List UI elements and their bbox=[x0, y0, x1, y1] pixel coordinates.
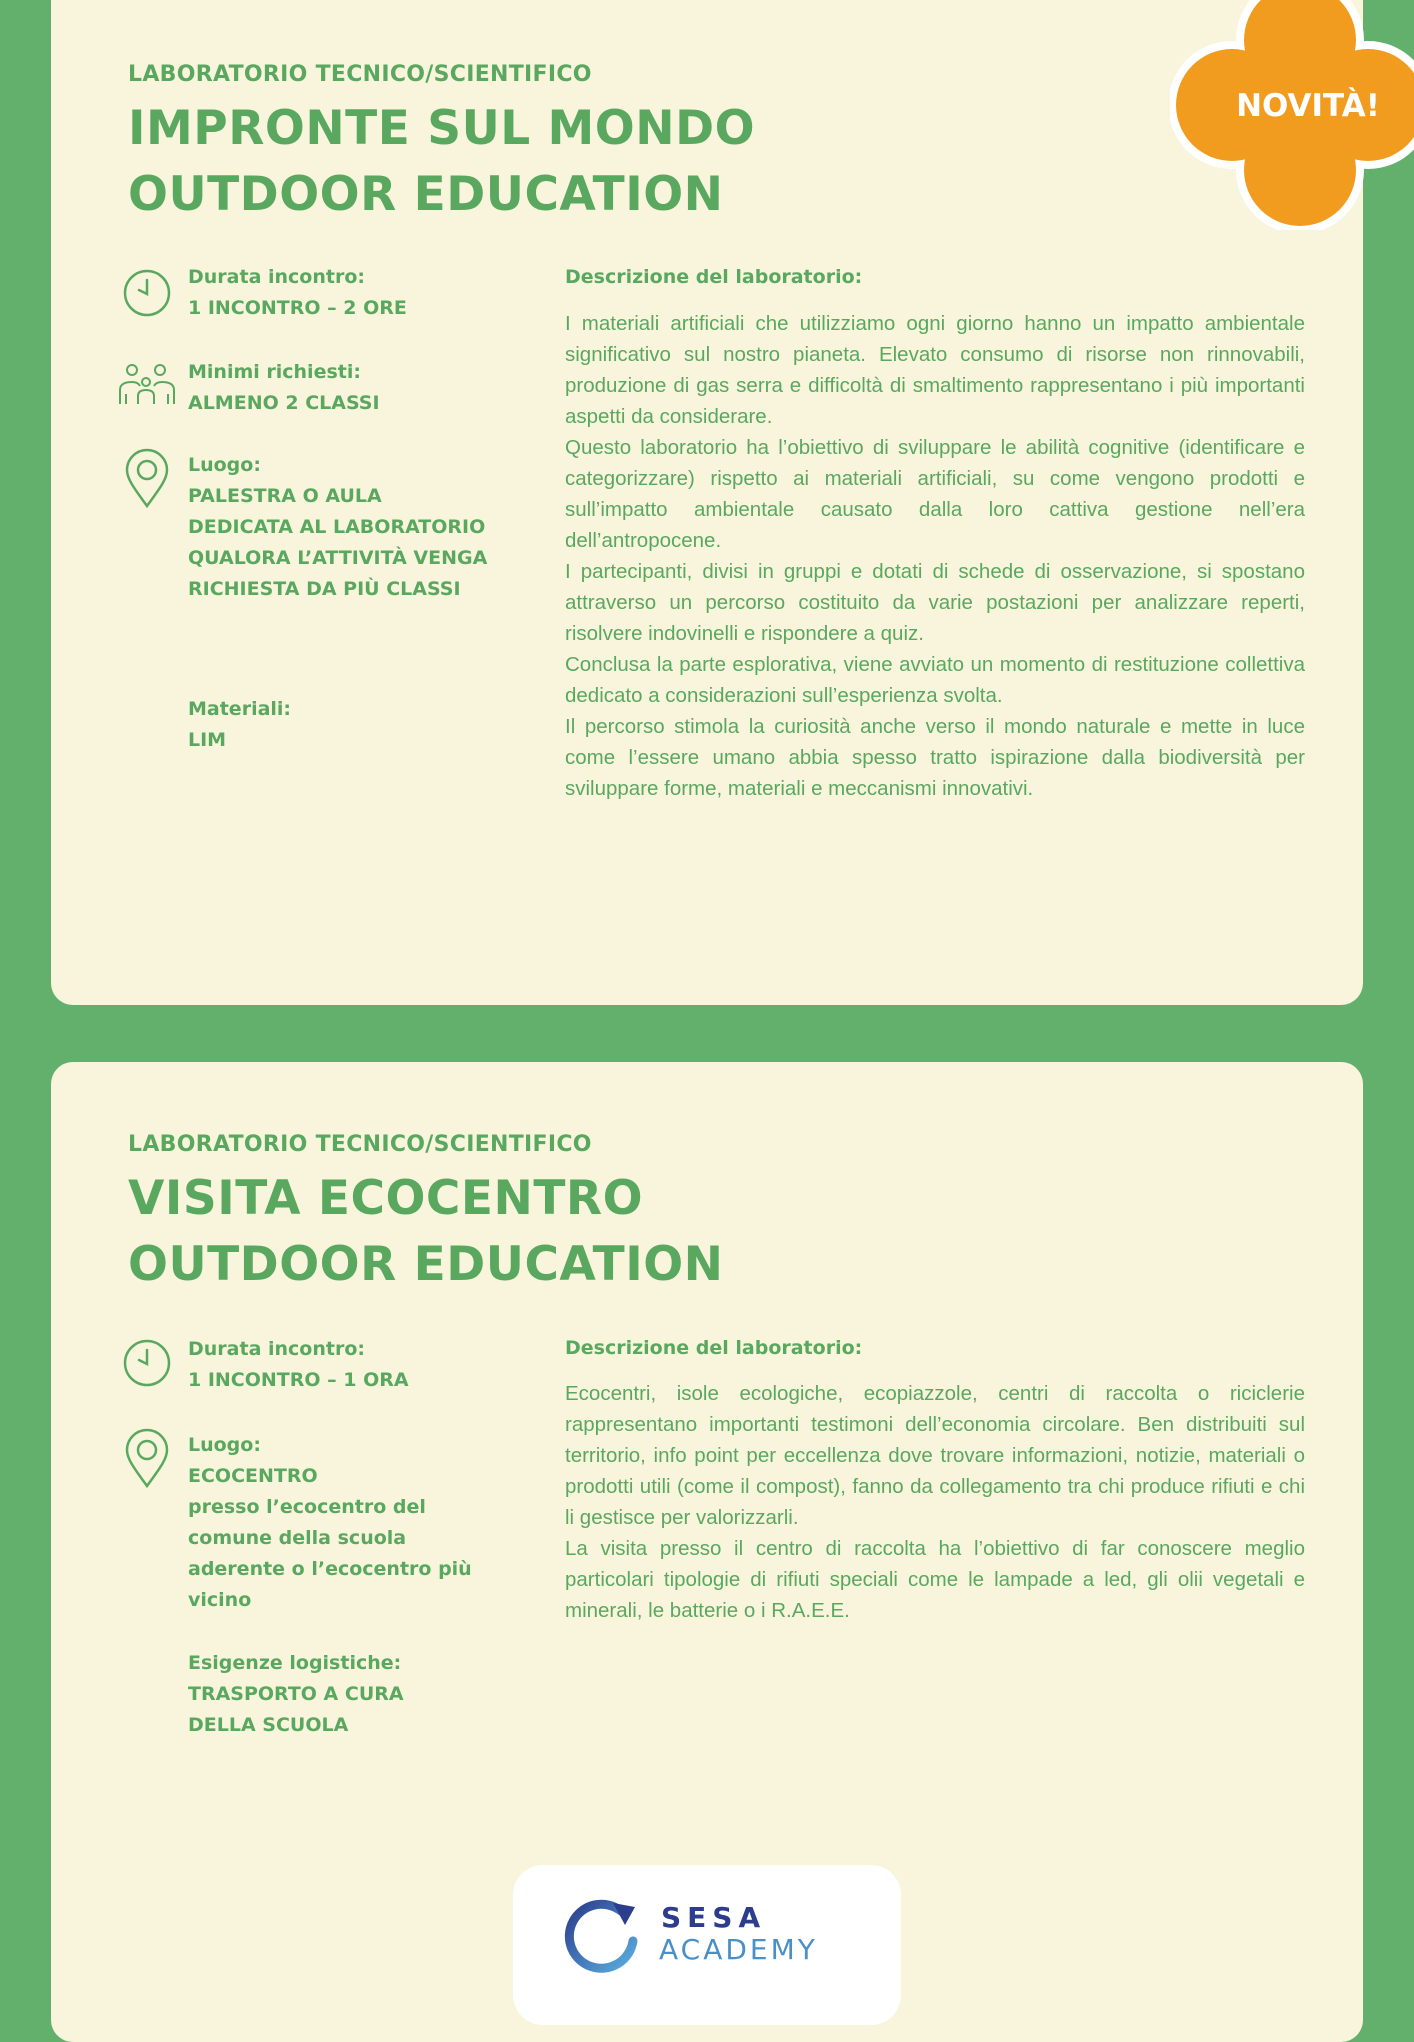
lab1-description bbox=[565, 308, 1305, 804]
lab1-kicker: LABORATORIO TECNICO/SCIENTIFICO bbox=[128, 62, 592, 87]
lab1-place bbox=[188, 450, 488, 605]
place-value: ECOCENTRO bbox=[188, 1465, 318, 1487]
logistics-label: Esigenze logistiche: bbox=[188, 1652, 402, 1674]
people-icon bbox=[116, 360, 178, 408]
description-paragraph: Ecocentri, isole ecologiche, ecopiazzole, centri di raccolta o riciclerie rappresentano importanti testimoni dell’economia circolare. Ben distribuiti sul territorio, info point per eccellenza dove trovare informazioni, notizie, materiali o prodotti utili (come il compost), fanno da collegamento tra chi produce rifiuti e chi li gestisce per valorizzarli. bbox=[565, 1382, 1305, 1529]
logistics-value: TRASPORTO A CURA DELLA SCUOLA bbox=[188, 1683, 404, 1736]
lab1-minimum bbox=[188, 357, 488, 419]
lab2-kicker: LABORATORIO TECNICO/SCIENTIFICO bbox=[128, 1132, 592, 1157]
duration-value: 1 INCONTRO – 1 ORA bbox=[188, 1369, 409, 1391]
clock-icon bbox=[122, 1338, 172, 1388]
duration-label: Durata incontro: bbox=[188, 266, 365, 288]
logo-text-sesa: SESA bbox=[661, 1901, 767, 1934]
lab2-logistics bbox=[188, 1648, 468, 1741]
logo-text-academy: ACADEMY bbox=[659, 1933, 818, 1966]
lab1-description-title: Descrizione del laboratorio: bbox=[565, 266, 863, 288]
location-pin-icon bbox=[124, 448, 170, 510]
badge-label: NOVITÀ! bbox=[1236, 88, 1380, 124]
place-detail: presso l’ecocentro del comune della scuola aderente o l’ecocentro più vicino bbox=[188, 1496, 472, 1611]
lab2-title-line1: VISITA ECOCENTRO bbox=[128, 1171, 644, 1226]
lab2-description-title: Descrizione del laboratorio: bbox=[565, 1337, 863, 1359]
sesa-academy-logo bbox=[513, 1865, 901, 2025]
clock-icon bbox=[122, 268, 172, 318]
sesa-logo-icon bbox=[563, 1895, 643, 1975]
minimum-label: Minimi richiesti: bbox=[188, 361, 361, 383]
lab1-materials bbox=[188, 694, 488, 756]
location-pin-icon bbox=[124, 1428, 170, 1490]
description-paragraph: Il percorso stimola la curiosità anche verso il mondo naturale e mette in luce come l’essere umano abbia spesso tratto ispirazione dalla biodiversità per sviluppare forme, materiali e meccanismi innovativi. bbox=[565, 715, 1305, 800]
lab2-title bbox=[128, 1166, 724, 1298]
lab2-place bbox=[188, 1430, 488, 1616]
novita-badge bbox=[1170, 0, 1414, 230]
description-paragraph: I partecipanti, divisi in gruppi e dotati di schede di osservazione, si spostano attraverso un percorso costituito da varie postazioni per analizzare reperti, risolvere indovinelli e rispondere a quiz. bbox=[565, 560, 1305, 645]
description-paragraph: Questo laboratorio ha l’obiettivo di sviluppare le abilità cognitive (identificare e categorizzare) rispetto ai materiali artificiali, su come vengono prodotti e sull’impatto ambientale causato dalla loro cattiva gestione nell’era dell’antropocene. bbox=[565, 436, 1305, 552]
lab2-title-line2: OUTDOOR EDUCATION bbox=[128, 1237, 724, 1292]
materials-label: Materiali: bbox=[188, 698, 292, 720]
lab2-duration bbox=[188, 1334, 488, 1396]
materials-value: LIM bbox=[188, 729, 227, 751]
description-paragraph: I materiali artificiali che utilizziamo ogni giorno hanno un impatto ambientale significativo sul nostro pianeta. Elevato consumo di risorse non rinnovabili, produzione di gas serra e difficoltà di smaltimento rappresentano i più importanti aspetti da considerare. bbox=[565, 312, 1305, 428]
lab1-title bbox=[128, 96, 755, 228]
lab2-description bbox=[565, 1378, 1305, 1626]
duration-label: Durata incontro: bbox=[188, 1338, 365, 1360]
place-label: Luogo: bbox=[188, 1434, 261, 1456]
minimum-value: ALMENO 2 CLASSI bbox=[188, 392, 380, 414]
duration-value: 1 INCONTRO – 2 ORE bbox=[188, 297, 407, 319]
place-value: PALESTRA O AULA DEDICATA AL LABORATORIO QUALORA L’ATTIVITÀ VENGA RICHIESTA DA PIÙ CLASSI bbox=[188, 485, 488, 600]
lab1-duration bbox=[188, 262, 488, 324]
description-paragraph: La visita presso il centro di raccolta ha l’obiettivo di far conoscere meglio particolari tipologie di rifiuti speciali come le lampade a led, gli olii vegetali e minerali, le batterie o i R.A.E.E. bbox=[565, 1537, 1305, 1622]
lab1-title-line2: OUTDOOR EDUCATION bbox=[128, 167, 724, 222]
place-label: Luogo: bbox=[188, 454, 261, 476]
description-paragraph: Conclusa la parte esplorativa, viene avviato un momento di restituzione collettiva dedicato a considerazioni sull’esperienza svolta. bbox=[565, 653, 1305, 707]
lab1-title-line1: IMPRONTE SUL MONDO bbox=[128, 101, 756, 156]
